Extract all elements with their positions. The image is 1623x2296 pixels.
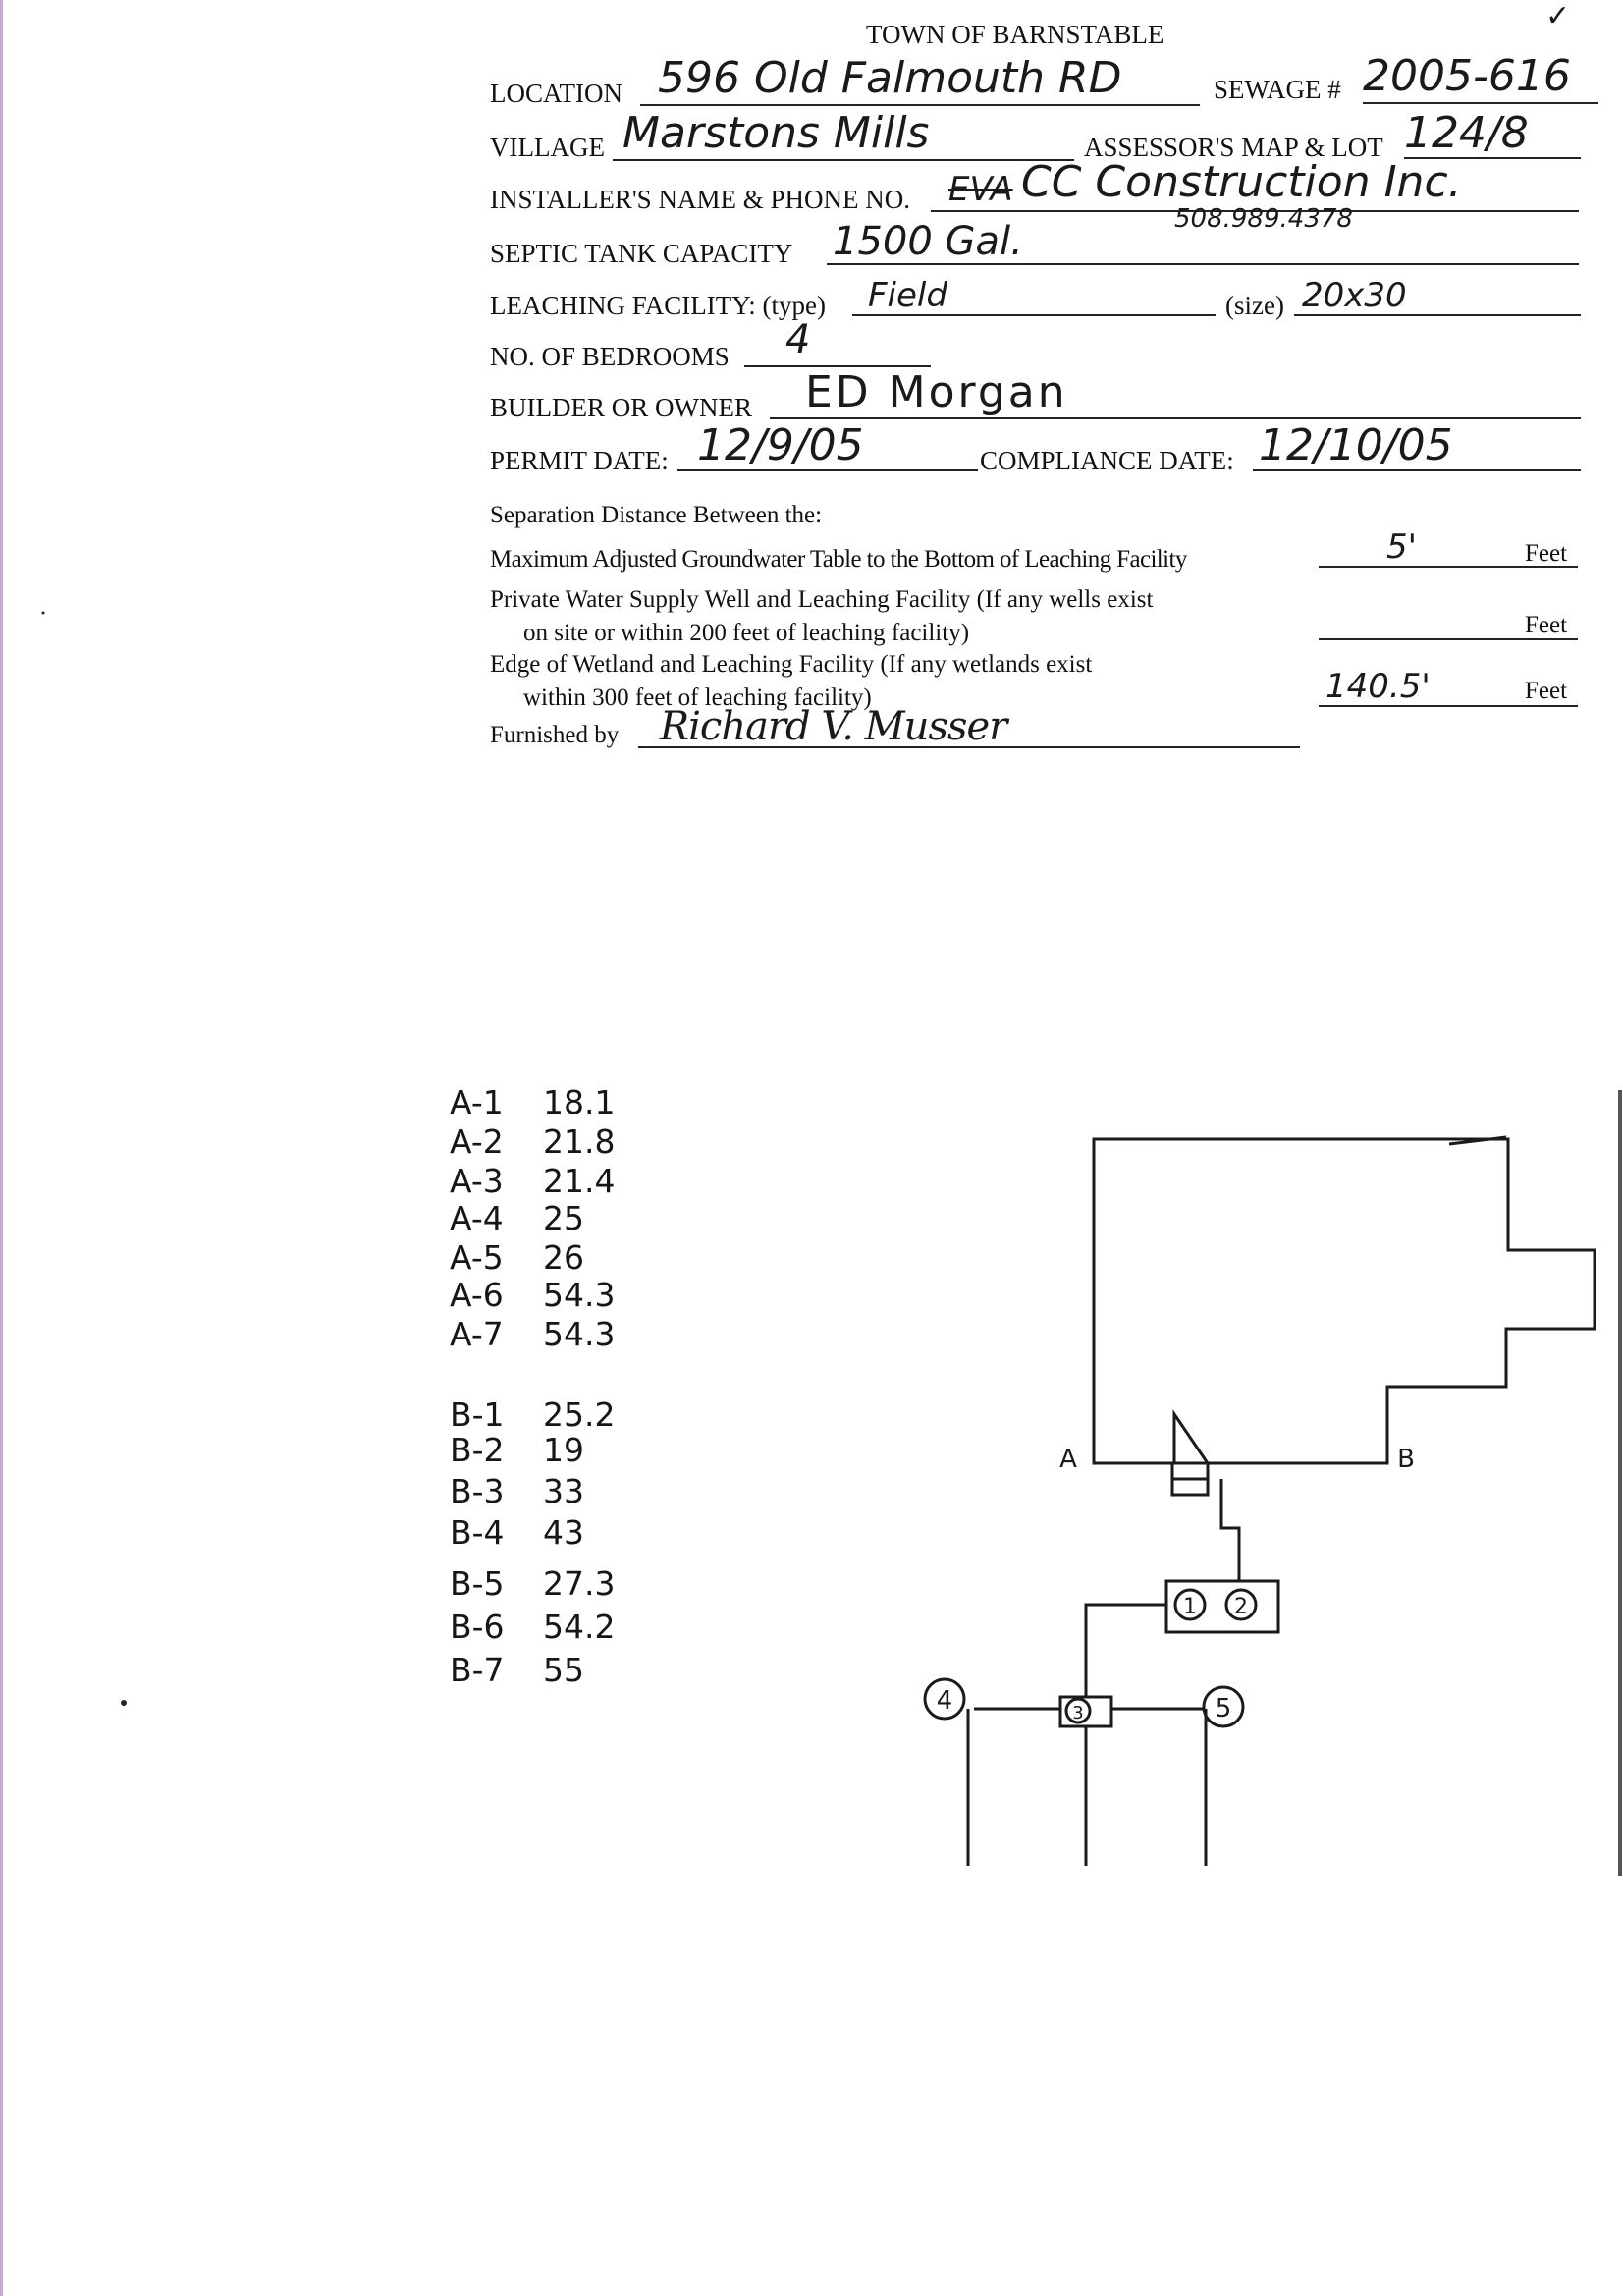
house-outline — [1094, 1139, 1595, 1463]
measurement-label: B-4 — [450, 1513, 505, 1552]
measurement-label: A-2 — [450, 1122, 504, 1161]
corner-b-label: B — [1397, 1445, 1415, 1474]
permit-label: PERMIT DATE: — [490, 446, 669, 475]
size-value: 20x30 — [1302, 276, 1407, 315]
assessor-label: ASSESSOR'S MAP & LOT — [1084, 133, 1383, 162]
village-label: VILLAGE — [490, 133, 605, 162]
location-value: 596 Old Falmouth RD — [658, 53, 1122, 103]
sep-wetland-label-line2: within 300 feet of leaching facility) — [523, 684, 872, 711]
installer-phone: 508.989.4378 — [1174, 204, 1353, 234]
location-label: LOCATION — [490, 79, 622, 108]
corner-a-label: A — [1059, 1445, 1077, 1474]
signature: Richard V. Musser — [660, 704, 1007, 749]
measurement-label: B-3 — [450, 1472, 505, 1510]
node-3-label: 3 — [1072, 1703, 1084, 1723]
node-2-label: 2 — [1234, 1595, 1248, 1619]
sep-wetland-unit: Feet — [1525, 678, 1568, 704]
inlet-triangle — [1174, 1414, 1208, 1463]
sep-well-label-line1: Private Water Supply Well and Leaching Facility (If any wells exist — [490, 586, 1154, 613]
measurement-value: 54.2 — [543, 1608, 616, 1646]
sep-groundwater-value: 5' — [1386, 527, 1417, 567]
measurement-value: 19 — [543, 1431, 584, 1469]
separation-heading: Separation Distance Between the: — [490, 502, 823, 528]
measurement-value: 18.1 — [543, 1086, 616, 1114]
tank-value: 1500 Gal. — [833, 219, 1023, 264]
measurement-value: 43 — [543, 1513, 584, 1552]
compliance-label: COMPLIANCE DATE: — [980, 446, 1234, 475]
pipe-tank-to-dbox — [1086, 1605, 1166, 1697]
sep-wetland-value: 140.5' — [1325, 667, 1431, 706]
measurement-value: 25.2 — [543, 1395, 616, 1434]
measurement-label: B-1 — [450, 1395, 505, 1434]
installer-value: CC Construction Inc. — [1021, 157, 1462, 207]
builder-value: ED Morgan — [805, 367, 1068, 417]
bedrooms-label: NO. OF BEDROOMS — [490, 342, 730, 371]
scan-speck — [121, 1700, 127, 1706]
node-5-label: 5 — [1215, 1694, 1232, 1723]
measurement-label: B-2 — [450, 1431, 505, 1469]
measurement-value: 21.8 — [543, 1122, 616, 1161]
measurement-value: 33 — [543, 1472, 584, 1510]
compliance-value: 12/10/05 — [1259, 420, 1453, 470]
measurement-label: B-5 — [450, 1564, 505, 1603]
bedrooms-value: 4 — [785, 317, 811, 362]
sep-groundwater-unit: Feet — [1525, 540, 1568, 567]
measurement-label: A-3 — [450, 1162, 504, 1200]
pipe-main — [1221, 1479, 1239, 1581]
measurement-value: 54.3 — [543, 1276, 616, 1314]
sewage-label: SEWAGE # — [1214, 75, 1341, 104]
measurement-label: A-6 — [450, 1276, 504, 1314]
assessor-value: 124/8 — [1404, 108, 1529, 158]
measurement-value: 21.4 — [543, 1162, 616, 1200]
measurement-label: A-5 — [450, 1238, 504, 1277]
measurement-label: B-6 — [450, 1608, 505, 1646]
check-mark: ✓ — [1545, 0, 1571, 33]
tank-label: SEPTIC TANK CAPACITY — [490, 239, 793, 268]
node-4-label: 4 — [936, 1686, 953, 1716]
measurement-value: 26 — [543, 1238, 584, 1277]
scan-speck — [42, 612, 45, 615]
furnished-label: Furnished by — [490, 722, 620, 748]
sep-wetland-label-line1: Edge of Wetland and Leaching Facility (If any wetlands exist — [490, 651, 1093, 678]
sep-well-label-line2: on site or within 200 feet of leaching facility) — [523, 620, 970, 646]
measurement-label: A-7 — [450, 1315, 504, 1353]
permit-value: 12/9/05 — [697, 420, 864, 470]
node-1-label: 1 — [1183, 1595, 1197, 1619]
installer-label: INSTALLER'S NAME & PHONE NO. — [490, 185, 910, 214]
sep-well-unit: Feet — [1525, 612, 1568, 638]
builder-label: BUILDER OR OWNER — [490, 393, 752, 422]
size-label: (size) — [1225, 291, 1284, 320]
form-title: TOWN OF BARNSTABLE — [866, 20, 1164, 49]
measurement-label: A-1 — [450, 1086, 504, 1114]
sewage-value: 2005-616 — [1363, 51, 1571, 101]
leaching-label: LEACHING FACILITY: (type) — [490, 291, 826, 320]
measurement-value: 55 — [543, 1651, 584, 1689]
measurement-label: B-7 — [450, 1651, 505, 1689]
sep-groundwater-label: Maximum Adjusted Groundwater Table to the Bottom of Leaching Facility — [490, 546, 1187, 573]
measurement-value: 27.3 — [543, 1564, 616, 1603]
measurement-value: 25 — [543, 1199, 584, 1237]
installer-struck-value: EVA — [948, 170, 1013, 209]
leaching-type-value: Field — [868, 276, 947, 315]
village-value: Marstons Mills — [622, 108, 930, 158]
measurement-label: A-4 — [450, 1199, 504, 1237]
measurement-value: 54.3 — [543, 1315, 616, 1353]
